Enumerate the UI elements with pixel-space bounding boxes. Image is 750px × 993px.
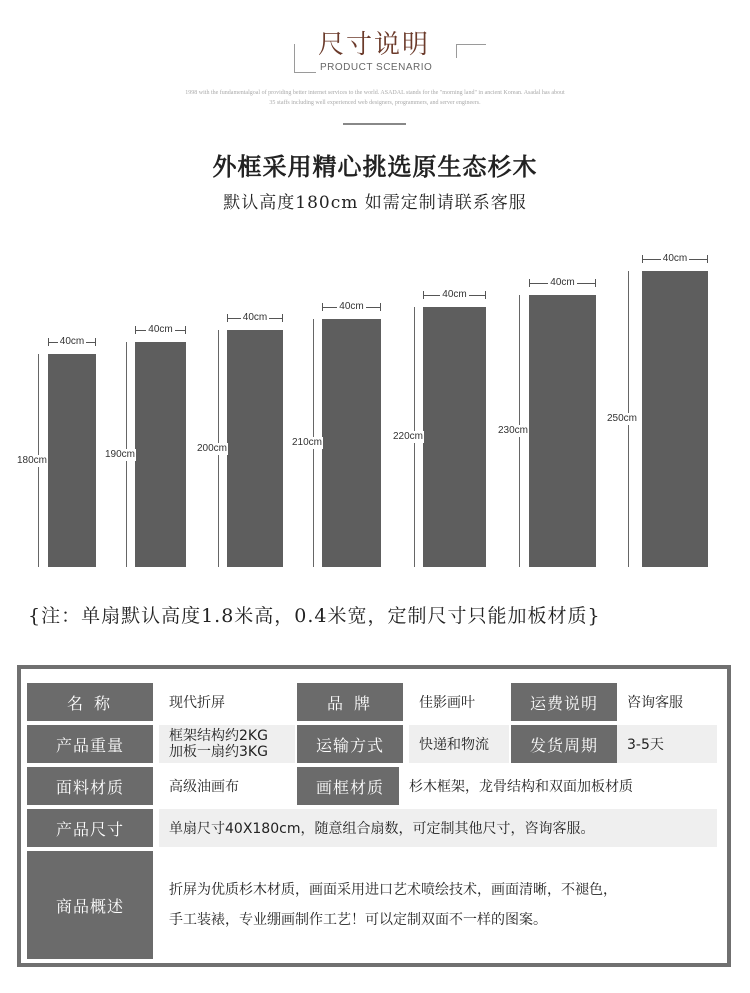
- frame-label: 画框材质: [297, 767, 403, 805]
- height-label: 220cm: [393, 431, 424, 442]
- spec-table: [17, 665, 731, 967]
- width-label-text: 40cm: [442, 289, 467, 300]
- name-value: 现代折屏: [159, 683, 295, 721]
- brand-value: 佳影画叶: [409, 683, 509, 721]
- description-line-2: 35 staffs including well experienced web designers, programmers, and server engineers.: [269, 100, 481, 106]
- section-description: [150, 88, 600, 108]
- overview-label: 商品概述: [27, 851, 153, 959]
- shipping-value: 咨询客服: [617, 683, 717, 721]
- title-underline: [294, 44, 295, 72]
- height-label: 180cm: [17, 454, 48, 466]
- width-label: [322, 301, 381, 313]
- screen-panel: [642, 271, 708, 567]
- width-label: [227, 312, 283, 324]
- width-label-text: 40cm: [59, 336, 85, 347]
- headline: 外框采用精心挑选原生态杉木: [212, 153, 538, 181]
- height-label: 200cm: [197, 442, 228, 454]
- overview-line-1: 折屏为优质杉木材质，画面采用进口艺术喷绘技术，画面清晰，不褪色，: [169, 882, 617, 898]
- title-rule-top: [456, 44, 486, 45]
- width-label-text: 40cm: [148, 324, 173, 335]
- height-label: 250cm: [607, 413, 638, 424]
- width-label: [423, 289, 486, 301]
- delivery-value: 3-5天: [617, 725, 717, 763]
- shipping-label: 运费说明: [511, 683, 617, 721]
- fabric-label: 面料材质: [27, 767, 153, 805]
- size-value: 单扇尺寸40X180cm，随意组合扇数，可定制其他尺寸，咨询客服。: [159, 809, 717, 847]
- size-label: 产品尺寸: [27, 809, 153, 847]
- screen-panel: [322, 319, 381, 567]
- transport-label: 运输方式: [297, 725, 403, 763]
- width-label-text: 40cm: [339, 301, 364, 312]
- width-label: [135, 324, 186, 336]
- screen-panel: [227, 330, 283, 567]
- size-note: {注：单扇默认高度1.8米高，0.4米宽，定制尺寸只能加板材质}: [28, 605, 601, 627]
- height-label: 190cm: [105, 448, 136, 460]
- description-line-1: 1998 with the fundamentalgoal of providing better internet services to the world. ASADAL stands for the "morning land" in ancient Korean. Asadal has about: [185, 90, 565, 96]
- weight-value: [159, 725, 295, 763]
- width-label: [529, 277, 596, 289]
- overview-value: [159, 851, 717, 959]
- width-label: [48, 336, 96, 348]
- weight-value-frame: 框架结构约2KG: [169, 728, 268, 744]
- frame-value: 杉木框架，龙骨结构和双面加板材质: [399, 767, 717, 805]
- height-label: 210cm: [292, 437, 323, 448]
- name-label: 名 称: [27, 683, 153, 721]
- screen-panel: [135, 342, 186, 567]
- screen-panel: [48, 354, 96, 567]
- section-subtitle: PRODUCT SCENARIO: [320, 62, 433, 73]
- weight-label: 产品重量: [27, 725, 153, 763]
- title-rule-right: [456, 44, 457, 58]
- overview-line-2: 手工装裱，专业绷画制作工艺！可以定制双面不一样的图案。: [169, 912, 547, 928]
- weight-value-board: 加板一扇约3KG: [169, 744, 268, 760]
- transport-value: 快递和物流: [409, 725, 509, 763]
- width-label: [642, 253, 708, 265]
- screen-panel: [529, 295, 596, 567]
- divider: [343, 123, 406, 125]
- width-label-text: 40cm: [662, 253, 688, 264]
- section-title: 尺寸说明: [318, 30, 431, 60]
- title-rule-left: [294, 72, 316, 73]
- screen-panel: [423, 307, 486, 567]
- subline: 默认高度180cm 如需定制请联系客服: [223, 193, 527, 213]
- delivery-label: 发货周期: [511, 725, 617, 763]
- width-label-text: 40cm: [242, 312, 268, 323]
- height-label: 230cm: [498, 425, 529, 436]
- width-label-text: 40cm: [550, 277, 575, 288]
- fabric-value: 高级油画布: [159, 767, 295, 805]
- brand-label: 品 牌: [297, 683, 403, 721]
